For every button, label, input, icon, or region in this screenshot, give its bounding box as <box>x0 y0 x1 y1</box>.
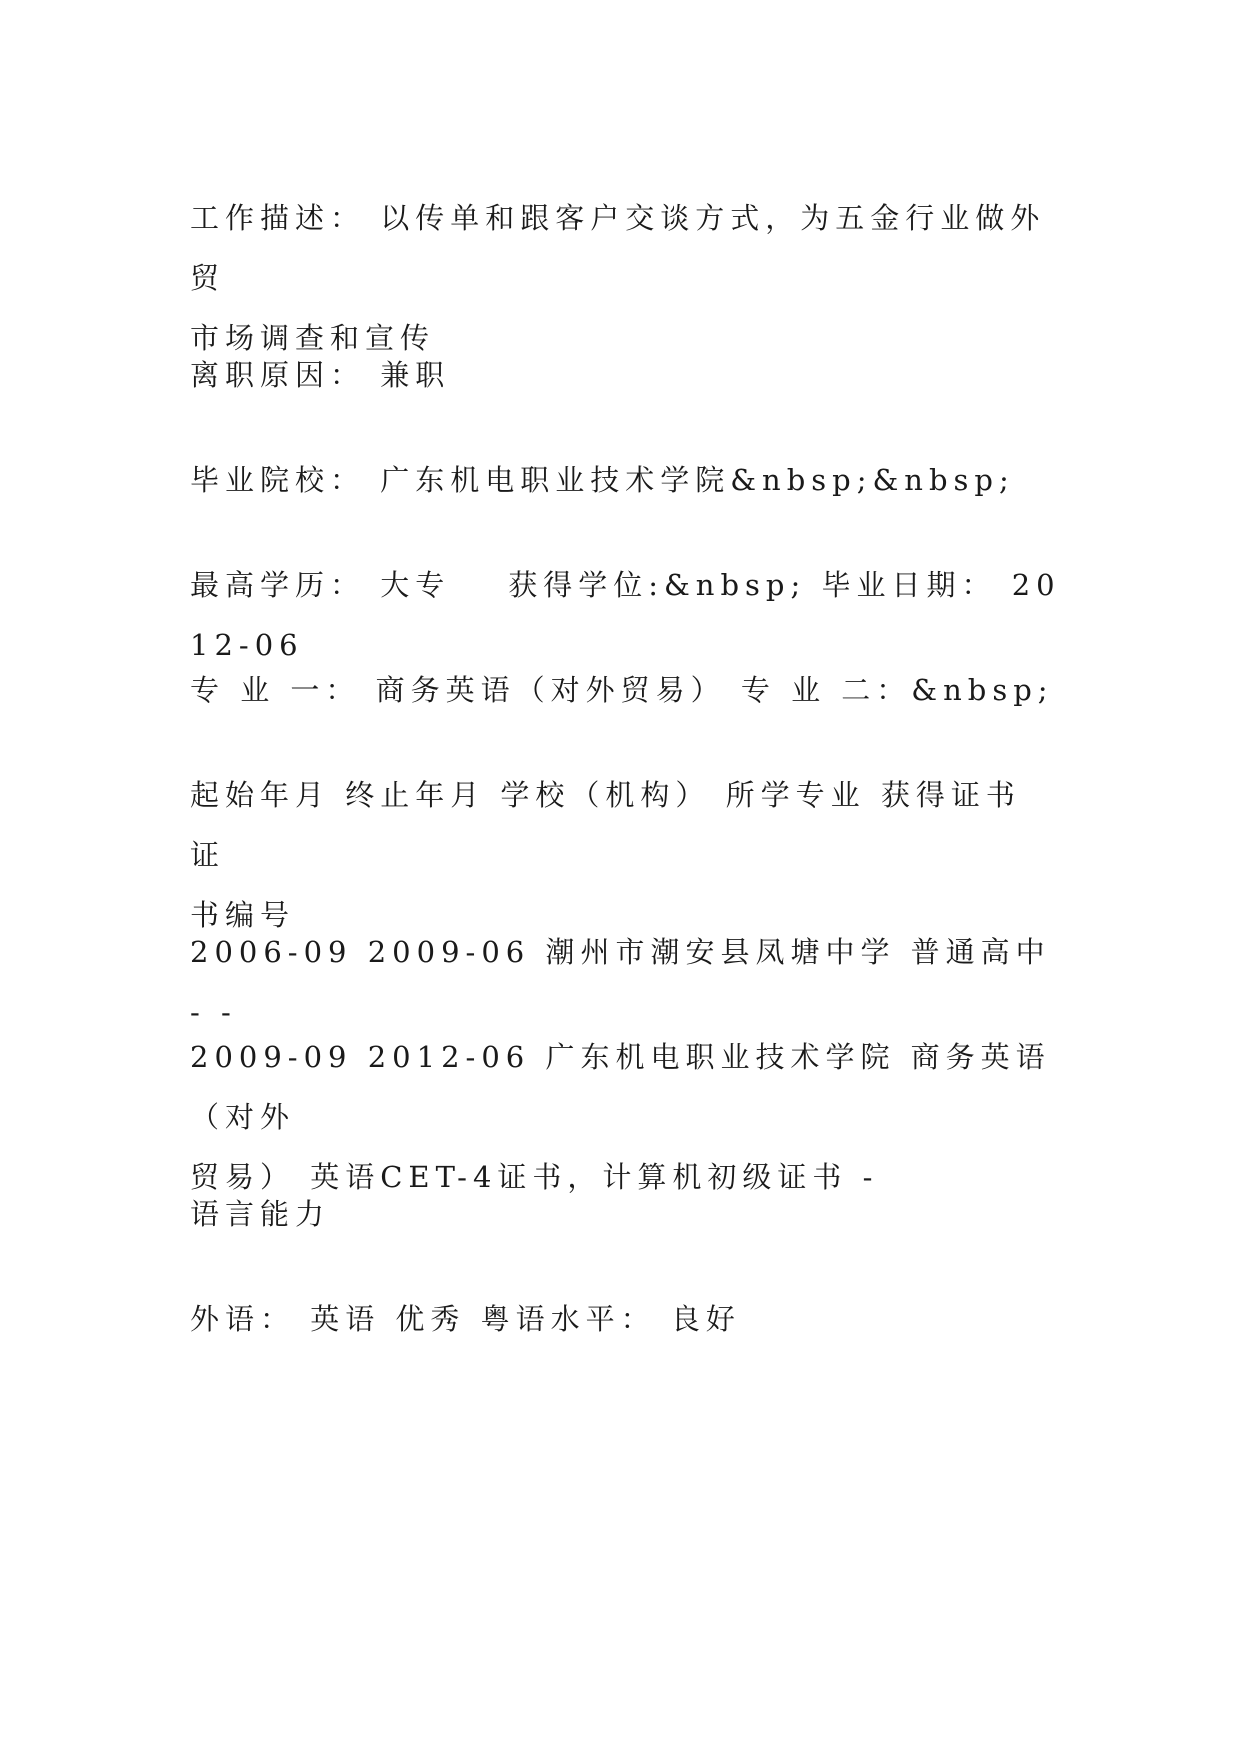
education-table-header <box>190 765 1070 945</box>
graduate-school: 毕业院校： 广东机电职业技术学院&nbsp;&nbsp; <box>190 463 1015 497</box>
leaving-reason: 离职原因： 兼职 <box>190 358 451 392</box>
section-heading-language: 语言能力 <box>190 1197 331 1231</box>
degree-and-graduation-date: 获得学位:&nbsp; 毕业日期： 2012-06 <box>190 568 1061 662</box>
education-row-2 <box>190 1027 1070 1207</box>
job-description-line-2: 市场调查和宣传 <box>190 321 436 355</box>
education-header-line-2: 书编号 <box>190 898 296 932</box>
education-row-2-line-1: 2009-09 2012-06 广东机电职业技术学院 商务英语（对外 <box>190 1040 1051 1134</box>
language-skills: 外语： 英语 优秀 粤语水平： 良好 <box>190 1302 741 1336</box>
majors: 专 业 一： 商务英语（对外贸易） 专 业 二：&nbsp; <box>190 673 1054 707</box>
job-description <box>190 188 1070 368</box>
job-description-line-1: 工作描述： 以传单和跟客户交谈方式，为五金行业做外贸 <box>190 201 1046 295</box>
education-level <box>190 555 1070 675</box>
education-row-2-line-2: 贸易） 英语CET-4证书，计算机初级证书 - <box>190 1160 879 1194</box>
education-row-1: 2006-09 2009-06 潮州市潮安县凤塘中学 普通高中 - - <box>190 935 1051 1029</box>
highest-degree: 最高学历： 大专 <box>190 568 451 602</box>
education-header-line-1: 起始年月 终止年月 学校（机构） 所学专业 获得证书 证 <box>190 778 1021 872</box>
